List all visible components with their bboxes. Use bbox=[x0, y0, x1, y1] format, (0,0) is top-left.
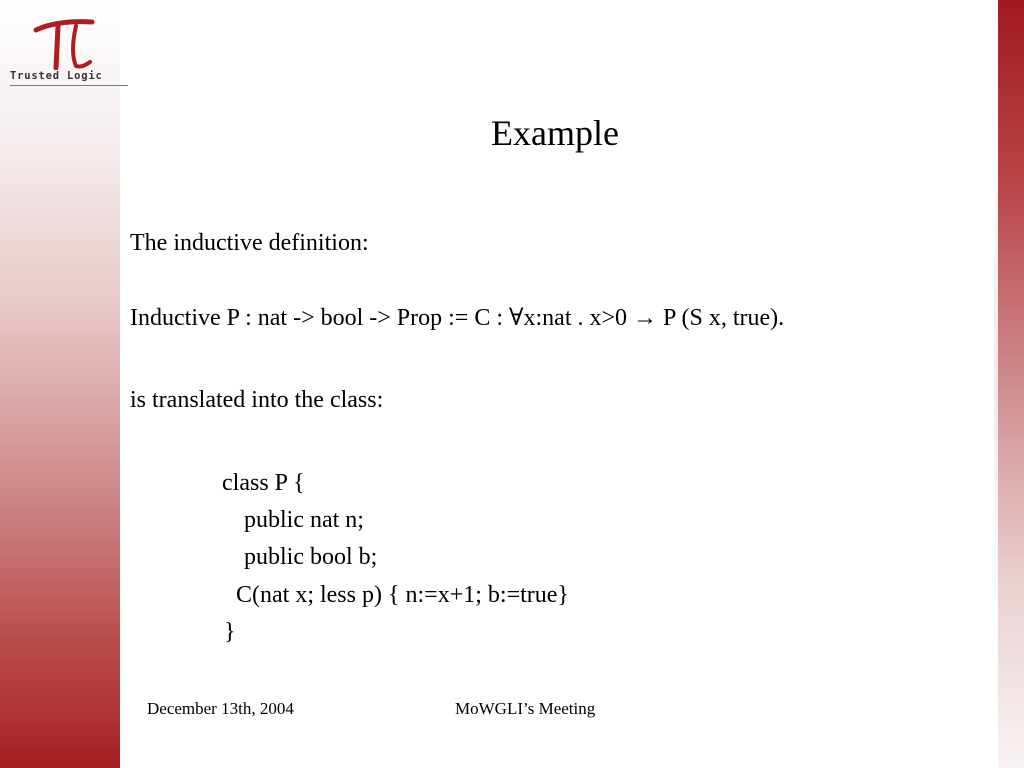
tl-logo-icon bbox=[32, 18, 106, 70]
right-decorative-band bbox=[998, 0, 1024, 768]
left-decorative-band bbox=[0, 0, 120, 768]
footer-event: MoWGLI’s Meeting bbox=[455, 699, 596, 718]
code-line-field-b: public bool b; bbox=[244, 544, 378, 570]
logo-underline bbox=[10, 85, 128, 86]
translation-text: is translated into the class: bbox=[130, 387, 384, 413]
slide-title: Example bbox=[491, 113, 619, 153]
code-line-constructor: C(nat x; less p) { n:=x+1; b:=true} bbox=[236, 582, 569, 608]
trusted-logic-logo bbox=[8, 18, 122, 88]
code-line-field-n: public nat n; bbox=[244, 507, 364, 533]
inductive-definition: Inductive P : nat -> bool -> Prop := C : ∀x:nat . x>0 → P (S x, true). bbox=[130, 305, 785, 331]
code-line-class-close: } bbox=[224, 619, 236, 645]
intro-text: The inductive definition: bbox=[130, 230, 369, 256]
footer-date: December 13th, 2004 bbox=[147, 699, 294, 718]
right-band-highlight bbox=[994, 140, 998, 620]
logo-wordmark: Trusted Logic bbox=[10, 70, 103, 82]
code-line-class-header: class P { bbox=[222, 470, 305, 496]
